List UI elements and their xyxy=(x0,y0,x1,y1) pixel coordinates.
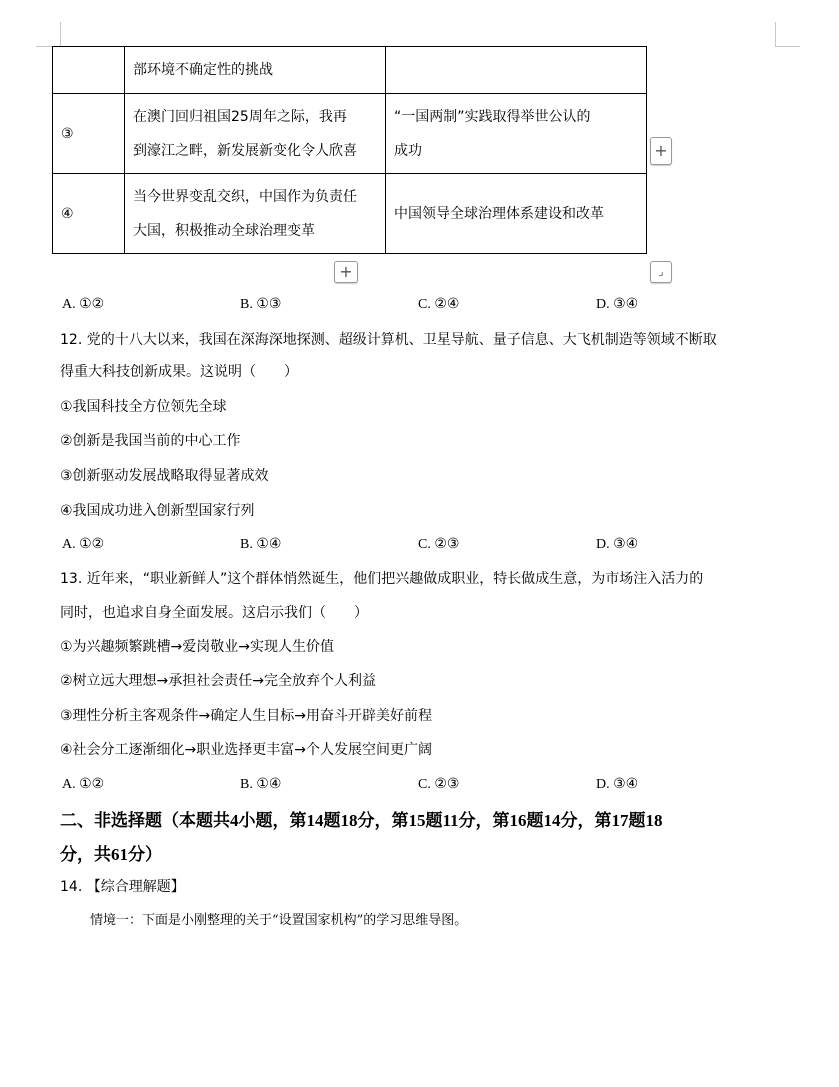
table-cell-meaning xyxy=(386,47,647,94)
page-corner-mark-left xyxy=(36,22,61,47)
q13-item: ④社会分工逐渐细化→职业选择更丰富→个人发展空间更广阔 xyxy=(60,742,433,758)
page-corner-mark-right xyxy=(775,22,800,47)
q13-stem-line2: 同时，也追求自身全面发展。这启示我们（ ） xyxy=(60,605,368,621)
q12-item: ②创新是我国当前的中心工作 xyxy=(60,433,241,449)
table-row xyxy=(53,47,647,94)
q13-option-c: C. ②③ xyxy=(418,777,460,792)
q14-title: 14. 【综合理解题】 xyxy=(60,879,185,895)
table-cell-num: ④ xyxy=(53,174,125,254)
content-table xyxy=(52,46,647,254)
q12-item: ③创新驱动发展战略取得显著成效 xyxy=(60,468,269,484)
q11-option-d: D. ③④ xyxy=(596,297,639,312)
table-cell-meaning: 中国领导全球治理体系建设和改革 xyxy=(386,174,647,254)
table-cell-meaning: “一国两制”实践取得举世公认的 成功 xyxy=(386,94,647,174)
q11-option-b: B. ①③ xyxy=(240,297,282,312)
table-resize-handle[interactable]: ⌟ xyxy=(650,261,672,283)
q12-option-a: A. ①② xyxy=(62,537,105,552)
table-cell-event: 在澳门回归祖国25周年之际，我再 到濠江之畔，新发展新变化令人欣喜 xyxy=(125,94,386,174)
q11-option-c: C. ②④ xyxy=(418,297,460,312)
table-cell-num: ③ xyxy=(53,94,125,174)
table-cell-num xyxy=(53,47,125,94)
add-row-button[interactable]: + xyxy=(334,261,358,283)
section2-heading-line2: 分，共61分） xyxy=(60,845,162,864)
add-column-button[interactable]: + xyxy=(650,137,672,165)
q12-option-b: B. ①④ xyxy=(240,537,282,552)
q12-item: ④我国成功进入创新型国家行列 xyxy=(60,503,255,519)
q13-option-a: A. ①② xyxy=(62,777,105,792)
q13-option-d: D. ③④ xyxy=(596,777,639,792)
section2-heading-line1: 二、非选择题（本题共4小题，第14题18分，第15题11分，第16题14分，第17题18 xyxy=(60,811,663,830)
table-cell-event: 部环境不确定性的挑战 xyxy=(125,47,386,94)
q12-stem-line2: 得重大科技创新成果。这说明（ ） xyxy=(60,364,298,380)
q12-stem-line1: 12. 党的十八大以来，我国在深海深地探测、超级计算机、卫星导航、量子信息、大飞机制造等领域不断取 xyxy=(60,332,717,348)
q12-option-c: C. ②③ xyxy=(418,537,460,552)
q11-option-a: A. ①② xyxy=(62,297,105,312)
q13-stem-line1: 13. 近年来，“职业新鲜人”这个群体悄然诞生，他们把兴趣做成职业，特长做成生意，为市场注入活力的 xyxy=(60,571,704,587)
table-cell-event: 当今世界变乱交织，中国作为负责任 大国，积极推动全球治理变革 xyxy=(125,174,386,254)
q13-option-b: B. ①④ xyxy=(240,777,282,792)
q13-item: ③理性分析主客观条件→确定人生目标→用奋斗开辟美好前程 xyxy=(60,708,433,724)
q13-item: ①为兴趣频繁跳槽→爱岗敬业→实现人生价值 xyxy=(60,639,335,655)
q13-item: ②树立远大理想→承担社会责任→完全放弃个人利益 xyxy=(60,673,377,689)
table-row xyxy=(53,94,647,174)
table-row xyxy=(53,174,647,254)
q12-item: ①我国科技全方位领先全球 xyxy=(60,399,227,415)
q12-option-d: D. ③④ xyxy=(596,537,639,552)
q14-context: 情境一：下面是小刚整理的关于“设置国家机构”的学习思维导图。 xyxy=(90,913,468,928)
